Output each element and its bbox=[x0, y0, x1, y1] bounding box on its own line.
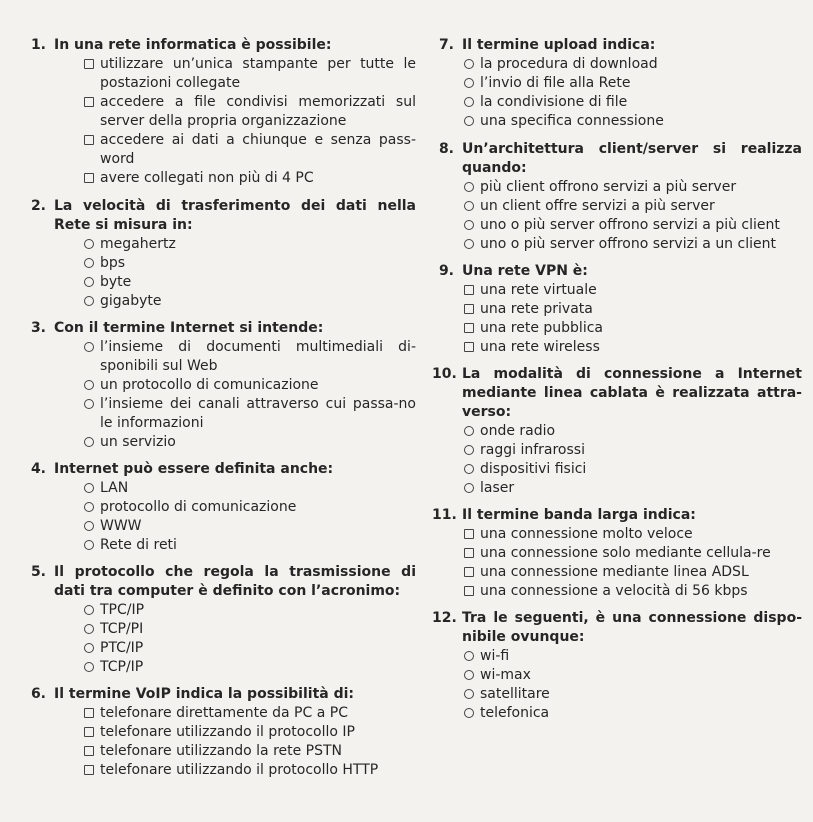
radio-circle-icon[interactable] bbox=[464, 689, 474, 699]
radio-circle-icon[interactable] bbox=[84, 277, 94, 287]
question-number: 3. bbox=[30, 320, 46, 336]
radio-circle-icon[interactable] bbox=[464, 182, 474, 192]
question-number: 5. bbox=[30, 564, 46, 580]
answer-option-label: l’insieme dei canali attraverso cui passa-no le informazioni bbox=[100, 396, 416, 431]
answer-options bbox=[432, 422, 802, 498]
radio-circle-icon[interactable] bbox=[464, 651, 474, 661]
radio-circle-icon[interactable] bbox=[84, 258, 94, 268]
radio-circle-icon[interactable] bbox=[84, 296, 94, 306]
answer-option[interactable] bbox=[432, 563, 802, 582]
answer-option[interactable] bbox=[24, 479, 416, 498]
answer-option[interactable] bbox=[432, 704, 802, 723]
question-8 bbox=[432, 140, 802, 254]
question-9 bbox=[432, 262, 802, 357]
checkbox-square-icon[interactable] bbox=[84, 135, 94, 145]
answer-option-label: raggi infrarossi bbox=[480, 442, 585, 458]
answer-option-label: telefonare utilizzando il protocollo HTTP bbox=[100, 762, 379, 778]
checkbox-square-icon[interactable] bbox=[84, 746, 94, 756]
answer-option-label: una connessione molto veloce bbox=[480, 526, 693, 542]
answer-option-label: un servizio bbox=[100, 434, 176, 450]
answer-option-label: una connessione mediante linea ADSL bbox=[480, 564, 749, 580]
answer-options bbox=[24, 479, 416, 555]
answer-option-label: TPC/IP bbox=[100, 602, 145, 618]
answer-option-label: una specifica connessione bbox=[480, 113, 664, 129]
question-text: Con il termine Internet si intende: bbox=[54, 320, 324, 336]
question-heading bbox=[432, 36, 802, 55]
answer-option[interactable] bbox=[24, 273, 416, 292]
answer-option-label: TCP/PI bbox=[100, 621, 144, 637]
question-heading bbox=[24, 685, 416, 704]
answer-option[interactable] bbox=[24, 376, 416, 395]
answer-option-label: avere collegati non più di 4 PC bbox=[100, 170, 314, 186]
checkbox-square-icon[interactable] bbox=[84, 59, 94, 69]
answer-option-label: wi-fi bbox=[480, 648, 510, 664]
radio-circle-icon[interactable] bbox=[84, 662, 94, 672]
answer-option[interactable] bbox=[24, 517, 416, 536]
answer-option[interactable] bbox=[432, 300, 802, 319]
radio-circle-icon[interactable] bbox=[84, 605, 94, 615]
answer-option[interactable] bbox=[432, 525, 802, 544]
answer-option[interactable] bbox=[432, 685, 802, 704]
question-2 bbox=[24, 197, 416, 311]
question-number: 8. bbox=[438, 141, 454, 157]
question-heading bbox=[24, 197, 416, 235]
answer-option[interactable] bbox=[24, 338, 416, 376]
answer-option[interactable] bbox=[432, 544, 802, 563]
question-7 bbox=[432, 36, 802, 131]
answer-option-label: telefonare direttamente da PC a PC bbox=[100, 705, 348, 721]
question-heading bbox=[432, 262, 802, 281]
answer-option-label: bps bbox=[100, 255, 126, 271]
answer-option[interactable] bbox=[24, 433, 416, 452]
question-number: 1. bbox=[30, 37, 46, 53]
answer-option-label: WWW bbox=[100, 518, 142, 534]
answer-option-label: accedere ai dati a chiunque e senza pass-word bbox=[100, 132, 416, 167]
question-number: 7. bbox=[438, 37, 454, 53]
checkbox-square-icon[interactable] bbox=[84, 727, 94, 737]
answer-option-label: un protocollo di comunicazione bbox=[100, 377, 319, 393]
answer-option[interactable] bbox=[432, 422, 802, 441]
checkbox-square-icon[interactable] bbox=[464, 548, 474, 558]
answer-option[interactable] bbox=[432, 112, 802, 131]
checkbox-square-icon[interactable] bbox=[464, 304, 474, 314]
answer-options bbox=[24, 235, 416, 311]
answer-options bbox=[24, 601, 416, 677]
question-11 bbox=[432, 506, 802, 601]
answer-option[interactable] bbox=[432, 647, 802, 666]
question-text: Internet può essere definita anche: bbox=[54, 461, 334, 477]
answer-options bbox=[24, 338, 416, 452]
radio-circle-icon[interactable] bbox=[464, 201, 474, 211]
answer-option[interactable] bbox=[432, 338, 802, 357]
answer-option-label: l’insieme di documenti multimediali di-sponibili sul Web bbox=[100, 339, 416, 374]
radio-circle-icon[interactable] bbox=[464, 708, 474, 718]
question-number: 10. bbox=[432, 366, 457, 382]
question-number: 12. bbox=[432, 610, 457, 626]
question-heading bbox=[24, 36, 416, 55]
answer-option-label: una rete pubblica bbox=[480, 320, 603, 336]
radio-circle-icon[interactable] bbox=[84, 540, 94, 550]
answer-option[interactable] bbox=[432, 216, 802, 235]
answer-option[interactable] bbox=[24, 658, 416, 677]
answer-option-label: un client offre servizi a più server bbox=[480, 198, 715, 214]
checkbox-square-icon[interactable] bbox=[84, 173, 94, 183]
answer-option[interactable] bbox=[432, 441, 802, 460]
answer-option-label: una rete virtuale bbox=[480, 282, 597, 298]
radio-circle-icon[interactable] bbox=[84, 399, 94, 409]
answer-option[interactable] bbox=[24, 235, 416, 254]
radio-circle-icon[interactable] bbox=[464, 464, 474, 474]
radio-circle-icon[interactable] bbox=[84, 342, 94, 352]
answer-option[interactable] bbox=[24, 254, 416, 273]
answer-options bbox=[432, 281, 802, 357]
question-number: 9. bbox=[438, 263, 454, 279]
answer-option-label: telefonica bbox=[480, 705, 550, 721]
answer-option[interactable] bbox=[432, 74, 802, 93]
question-number: 2. bbox=[30, 198, 46, 214]
answer-option[interactable] bbox=[432, 93, 802, 112]
answer-option[interactable] bbox=[432, 235, 802, 254]
answer-option-label: una rete wireless bbox=[480, 339, 600, 355]
answer-option[interactable] bbox=[432, 319, 802, 338]
answer-options bbox=[432, 178, 802, 254]
answer-option-label: TCP/IP bbox=[100, 659, 144, 675]
answer-option[interactable] bbox=[432, 281, 802, 300]
answer-option-label: uno o più server offrono servizi a più client bbox=[480, 217, 780, 233]
answer-option-label: wi-max bbox=[480, 667, 531, 683]
answer-option-label: laser bbox=[480, 480, 515, 496]
answer-option-label: LAN bbox=[100, 480, 129, 496]
radio-circle-icon[interactable] bbox=[84, 521, 94, 531]
answer-option[interactable] bbox=[24, 601, 416, 620]
radio-circle-icon[interactable] bbox=[464, 220, 474, 230]
question-text: La modalità di connessione a Internet mediante linea cablata è realizzata attra-verso: bbox=[462, 366, 802, 420]
question-text: Il termine banda larga indica: bbox=[462, 507, 696, 523]
answer-option-label: più client offrono servizi a più server bbox=[480, 179, 737, 195]
answer-option[interactable] bbox=[432, 460, 802, 479]
answer-options bbox=[432, 525, 802, 601]
answer-option[interactable] bbox=[24, 723, 416, 742]
question-text: Il protocollo che regola la trasmissione di dati tra computer è definito con l’acronimo: bbox=[54, 564, 416, 599]
checkbox-square-icon[interactable] bbox=[84, 765, 94, 775]
answer-options bbox=[24, 55, 416, 188]
radio-circle-icon[interactable] bbox=[84, 483, 94, 493]
answer-option-label: utilizzare un’unica stampante per tutte le postazioni collegate bbox=[100, 56, 416, 91]
question-3 bbox=[24, 319, 416, 452]
checkbox-square-icon[interactable] bbox=[84, 97, 94, 107]
radio-circle-icon[interactable] bbox=[464, 445, 474, 455]
answer-option[interactable] bbox=[24, 498, 416, 517]
radio-circle-icon[interactable] bbox=[464, 670, 474, 680]
question-12 bbox=[432, 609, 802, 723]
answer-option[interactable] bbox=[432, 666, 802, 685]
question-number: 4. bbox=[30, 461, 46, 477]
right-column bbox=[432, 36, 802, 723]
checkbox-square-icon[interactable] bbox=[464, 567, 474, 577]
answer-option[interactable] bbox=[432, 582, 802, 601]
answer-option-label: la procedura di download bbox=[480, 56, 658, 72]
question-text: In una rete informatica è possibile: bbox=[54, 37, 332, 53]
radio-circle-icon[interactable] bbox=[464, 426, 474, 436]
question-text: Tra le seguenti, è una connessione dispo-nibile ovunque: bbox=[462, 610, 802, 645]
answer-options bbox=[432, 55, 802, 131]
answer-option-label: Rete di reti bbox=[100, 537, 177, 553]
answer-option-label: onde radio bbox=[480, 423, 556, 439]
question-heading bbox=[432, 140, 802, 178]
left-column bbox=[24, 36, 416, 780]
question-1 bbox=[24, 36, 416, 188]
answer-option[interactable] bbox=[432, 479, 802, 498]
question-5 bbox=[24, 563, 416, 677]
radio-circle-icon[interactable] bbox=[84, 643, 94, 653]
checkbox-square-icon[interactable] bbox=[464, 529, 474, 539]
answer-option-label: protocollo di comunicazione bbox=[100, 499, 297, 515]
question-10 bbox=[432, 365, 802, 498]
answer-option-label: byte bbox=[100, 274, 132, 290]
question-6 bbox=[24, 685, 416, 780]
answer-option[interactable] bbox=[24, 761, 416, 780]
radio-circle-icon[interactable] bbox=[464, 239, 474, 249]
answer-option[interactable] bbox=[24, 620, 416, 639]
answer-option[interactable] bbox=[24, 169, 416, 188]
answer-option-label: uno o più server offrono servizi a un client bbox=[480, 236, 776, 252]
answer-option[interactable] bbox=[24, 55, 416, 93]
question-heading bbox=[24, 563, 416, 601]
answer-option[interactable] bbox=[432, 55, 802, 74]
answer-option[interactable] bbox=[432, 197, 802, 216]
answer-option-label: telefonare utilizzando la rete PSTN bbox=[100, 743, 343, 759]
answer-option[interactable] bbox=[24, 704, 416, 723]
answer-option[interactable] bbox=[24, 395, 416, 433]
checkbox-square-icon[interactable] bbox=[84, 708, 94, 718]
answer-options bbox=[24, 704, 416, 780]
question-heading bbox=[432, 506, 802, 525]
question-heading bbox=[24, 460, 416, 479]
radio-circle-icon[interactable] bbox=[464, 116, 474, 126]
radio-circle-icon[interactable] bbox=[84, 380, 94, 390]
answer-option-label: una rete privata bbox=[480, 301, 593, 317]
answer-option[interactable] bbox=[24, 131, 416, 169]
answer-option-label: telefonare utilizzando il protocollo IP bbox=[100, 724, 355, 740]
radio-circle-icon[interactable] bbox=[464, 483, 474, 493]
radio-circle-icon[interactable] bbox=[464, 78, 474, 88]
checkbox-square-icon[interactable] bbox=[464, 586, 474, 596]
question-text: La velocità di trasferimento dei dati nella Rete si misura in: bbox=[54, 198, 416, 233]
answer-option-label: accedere a file condivisi memorizzati sul server della propria organizzazione bbox=[100, 94, 416, 129]
radio-circle-icon[interactable] bbox=[84, 624, 94, 634]
question-text: Il termine VoIP indica la possibilità di: bbox=[54, 686, 355, 702]
question-text: Una rete VPN è: bbox=[462, 263, 588, 279]
answer-option-label: dispositivi fisici bbox=[480, 461, 587, 477]
question-4 bbox=[24, 460, 416, 555]
radio-circle-icon[interactable] bbox=[84, 502, 94, 512]
answer-option-label: PTC/IP bbox=[100, 640, 144, 656]
radio-circle-icon[interactable] bbox=[84, 437, 94, 447]
answer-option[interactable] bbox=[24, 639, 416, 658]
answer-option-label: una connessione a velocità di 56 kbps bbox=[480, 583, 748, 599]
checkbox-square-icon[interactable] bbox=[464, 285, 474, 295]
answer-options bbox=[432, 647, 802, 723]
question-number: 6. bbox=[30, 686, 46, 702]
answer-option-label: una connessione solo mediante cellula-re bbox=[480, 545, 771, 561]
radio-circle-icon[interactable] bbox=[464, 59, 474, 69]
answer-option-label: l’invio di file alla Rete bbox=[480, 75, 631, 91]
answer-option-label: megahertz bbox=[100, 236, 176, 252]
answer-option[interactable] bbox=[24, 536, 416, 555]
question-text: Un’architettura client/server si realizza quando: bbox=[462, 141, 802, 176]
question-number: 11. bbox=[432, 507, 457, 523]
radio-circle-icon[interactable] bbox=[84, 239, 94, 249]
answer-option-label: la condivisione di file bbox=[480, 94, 628, 110]
answer-option[interactable] bbox=[432, 178, 802, 197]
answer-option[interactable] bbox=[24, 93, 416, 131]
checkbox-square-icon[interactable] bbox=[464, 342, 474, 352]
answer-option-label: satellitare bbox=[480, 686, 550, 702]
question-heading bbox=[24, 319, 416, 338]
checkbox-square-icon[interactable] bbox=[464, 323, 474, 333]
answer-option-label: gigabyte bbox=[100, 293, 162, 309]
answer-option[interactable] bbox=[24, 292, 416, 311]
question-text: Il termine upload indica: bbox=[462, 37, 656, 53]
question-heading bbox=[432, 609, 802, 647]
answer-option[interactable] bbox=[24, 742, 416, 761]
radio-circle-icon[interactable] bbox=[464, 97, 474, 107]
question-heading bbox=[432, 365, 802, 422]
